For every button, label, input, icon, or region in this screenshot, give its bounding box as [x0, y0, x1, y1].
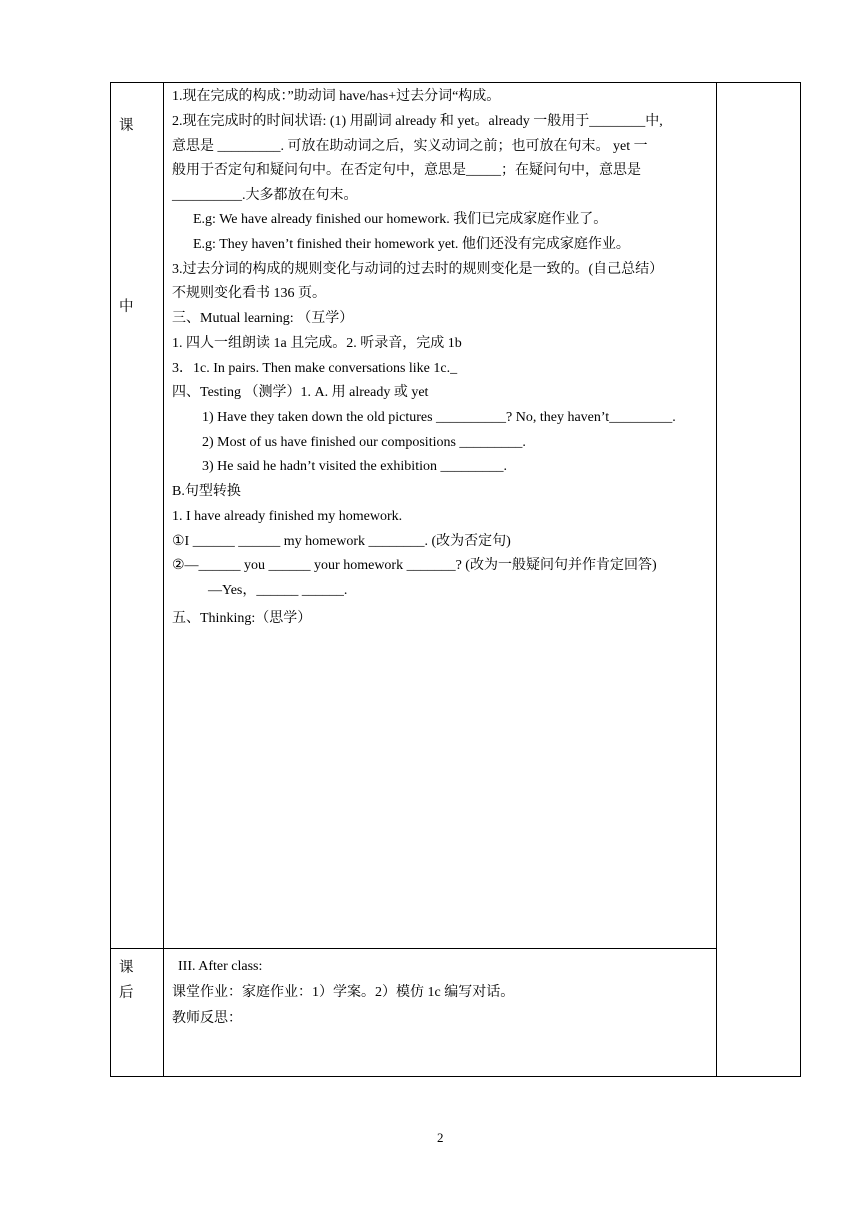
side-label-class-mid: 中 — [119, 299, 134, 315]
section-testing: 四、Testing （测学）1. A. 用 already 或 yet — [172, 385, 429, 400]
table-col-divider-2 — [716, 82, 717, 1077]
section-sentence-transform: B.句型转换 — [172, 484, 241, 499]
transform-line-1: 1. I have already finished my homework. — [172, 509, 403, 524]
transform-line-3: ②—______ you ______ your homework _______? (改为一般疑问句并作肯定回答) — [172, 558, 657, 573]
page-number: 2 — [437, 1130, 444, 1145]
section-thinking: 五、Thinking:（思学） — [172, 611, 312, 626]
table-bottom-border — [110, 1076, 801, 1077]
table-left-border — [110, 82, 111, 1077]
example-line-1: E.g: We have already finished our homework. 我们已完成家庭作业了。 — [193, 212, 608, 227]
transform-line-4: —Yes，______ ______. — [208, 583, 348, 598]
exercise-line-3: 3) He said he hadn’t visited the exhibition _________. — [202, 459, 507, 474]
side-label-class-top: 课 — [119, 118, 134, 134]
table-right-border — [800, 82, 801, 1077]
table-top-border — [110, 82, 801, 83]
text-line-1: 1.现在完成的构成：”助动词 have/has+过去分词“构成。 — [172, 89, 501, 104]
table-row-divider — [110, 948, 717, 949]
text-line-8: 3.过去分词的构成的规则变化与动词的过去时的规则变化是一致的。(自己总结） — [172, 262, 664, 277]
text-line-3: 意思是 _________. 可放在助动词之后，实义动词之前；也可放在句末。 yet 一 — [172, 139, 648, 154]
exercise-line-2: 2) Most of us have finished our compositions _________. — [202, 435, 526, 450]
text-line-4: 般用于否定句和疑问句中。在否定句中，意思是_____；在疑问句中，意思是 — [172, 163, 641, 178]
exercise-line-1: 1) Have they taken down the old pictures __________? No, they haven’t_________. — [202, 410, 676, 425]
text-line-2: 2.现在完成时的时间状语: (1) 用副词 already 和 yet。already 一般用于________中, — [172, 114, 663, 129]
text-line-12: 3．1c. In pairs. Then make conversations like 1c._ — [172, 361, 458, 376]
after-class-heading: III. After class: — [178, 959, 263, 974]
section-mutual-learning: 三、Mutual learning: （互学） — [172, 311, 354, 326]
text-line-9: 不规则变化看书 136 页。 — [172, 286, 326, 301]
example-line-2: E.g: They haven’t finished their homework yet. 他们还没有完成家庭作业。 — [193, 237, 630, 252]
after-class-reflection: 教师反思： — [172, 1011, 242, 1026]
text-line-5: __________.大多都放在句末。 — [172, 188, 358, 203]
transform-line-2: ①I ______ ______ my homework ________. (改为否定句) — [172, 534, 511, 549]
table-col-divider-1 — [163, 82, 164, 1077]
side-label-after-2: 后 — [119, 985, 134, 1001]
after-class-homework: 课堂作业：家庭作业：1）学案。2）模仿 1c 编写对话。 — [172, 985, 515, 1000]
text-line-11: 1. 四人一组朗读 1a 且完成。2. 听录音，完成 1b — [172, 336, 462, 351]
side-label-after-1: 课 — [119, 960, 134, 976]
